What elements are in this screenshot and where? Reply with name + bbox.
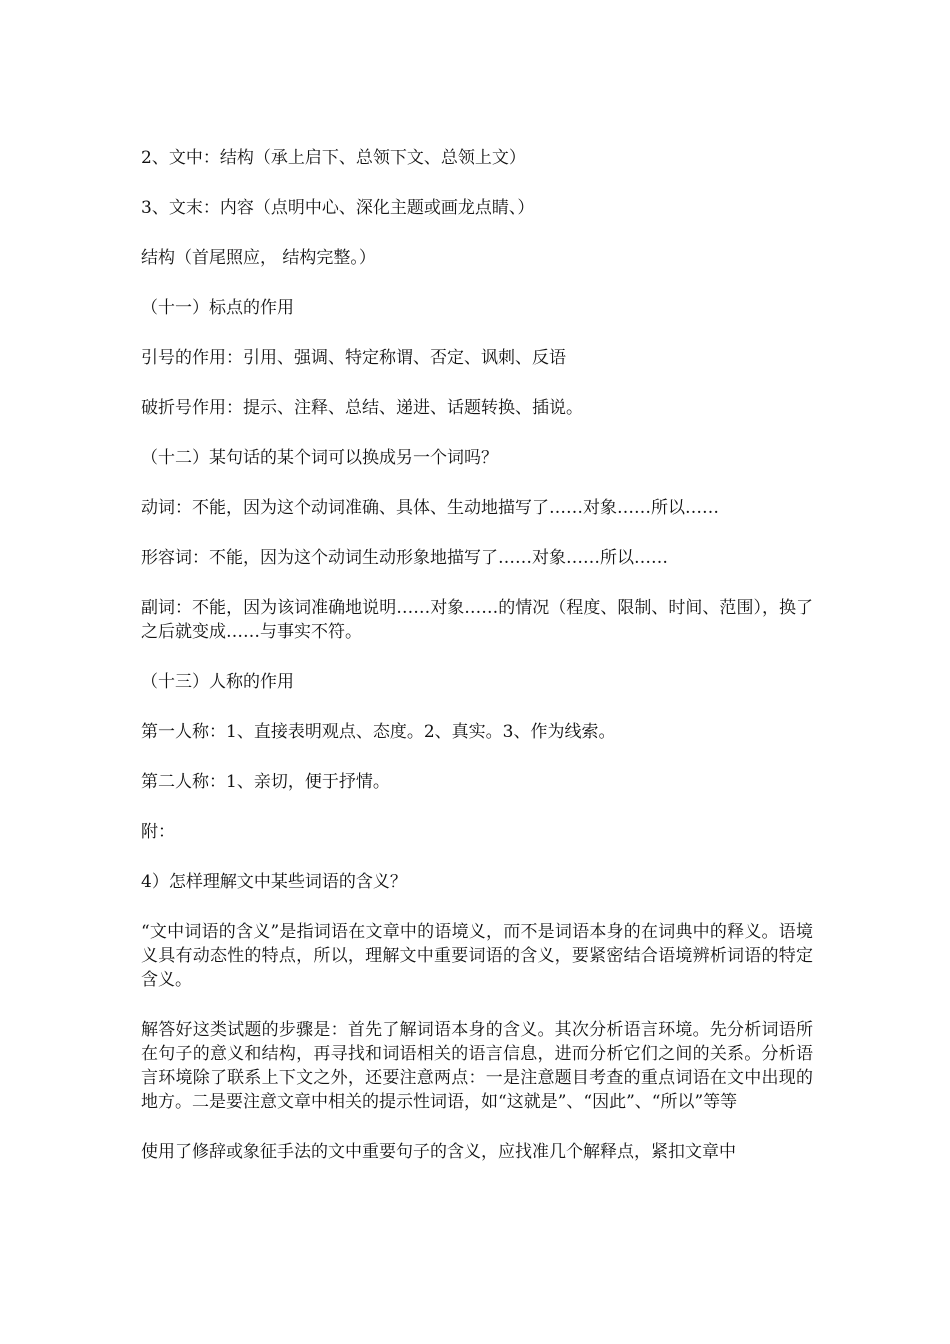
section-heading-word-replacement: （十二）某句话的某个词可以换成另一个词吗？ [141, 448, 498, 468]
paragraph-steps: 解答好这类试题的步骤是：首先了解词语本身的含义。其次分析语言环境。先分析词语所在句子的意义和结构，再寻找和词语相关的语言信息，进而分析它们之间的关系。分析语言环境除了联系上下文之外，还要注意两点：一是注意题目考查的重点词语在文中出现的地方。二是要注意文章中相关的提示性词语，如“这就是”、“因此”、“所以”等等 [141, 1020, 813, 1112]
paragraph-3: 结构（首尾照应， 结构完整。） [141, 248, 376, 268]
paragraph-first-person: 第一人称：1、直接表明观点、态度。2、真实。3、作为线索。 [141, 722, 616, 742]
appendix-label: 附： [141, 822, 175, 842]
paragraph-rhetoric: 使用了修辞或象征手法的文中重要句子的含义，应找准几个解释点，紧扣文章中 [141, 1142, 736, 1162]
paragraph-quotation-marks: 引号的作用：引用、强调、特定称谓、否定、讽刺、反语 [141, 348, 566, 368]
paragraph-2: 3、文末：内容（点明中心、深化主题或画龙点睛、） [141, 198, 535, 218]
document-body [141, 146, 813, 1190]
paragraph-dash: 破折号作用：提示、注释、总结、递进、话题转换、插说。 [141, 398, 583, 418]
paragraph-adjective: 形容词：不能，因为这个动词生动形象地描写了……对象……所以…… [141, 548, 668, 568]
paragraph-second-person: 第二人称：1、亲切，便于抒情。 [141, 772, 390, 792]
question-heading: 4）怎样理解文中某些词语的含义？ [141, 872, 407, 892]
section-heading-punctuation: （十一）标点的作用 [141, 298, 294, 318]
paragraph-adverb: 副词：不能，因为该词准确地说明……对象……的情况（程度、限制、时间、范围），换了之后就变成……与事实不符。 [141, 598, 813, 642]
section-heading-person: （十三）人称的作用 [141, 672, 294, 692]
paragraph-word-meaning: “文中词语的含义”是指词语在文章中的语境义，而不是词语本身的在词典中的释义。语境义具有动态性的特点，所以，理解文中重要词语的含义，要紧密结合语境辨析词语的特定含义。 [141, 922, 813, 990]
paragraph-verb: 动词：不能，因为这个动词准确、具体、生动地描写了……对象……所以…… [141, 498, 719, 518]
paragraph-1: 2、文中：结构（承上启下、总领下文、总领上文） [141, 148, 526, 168]
